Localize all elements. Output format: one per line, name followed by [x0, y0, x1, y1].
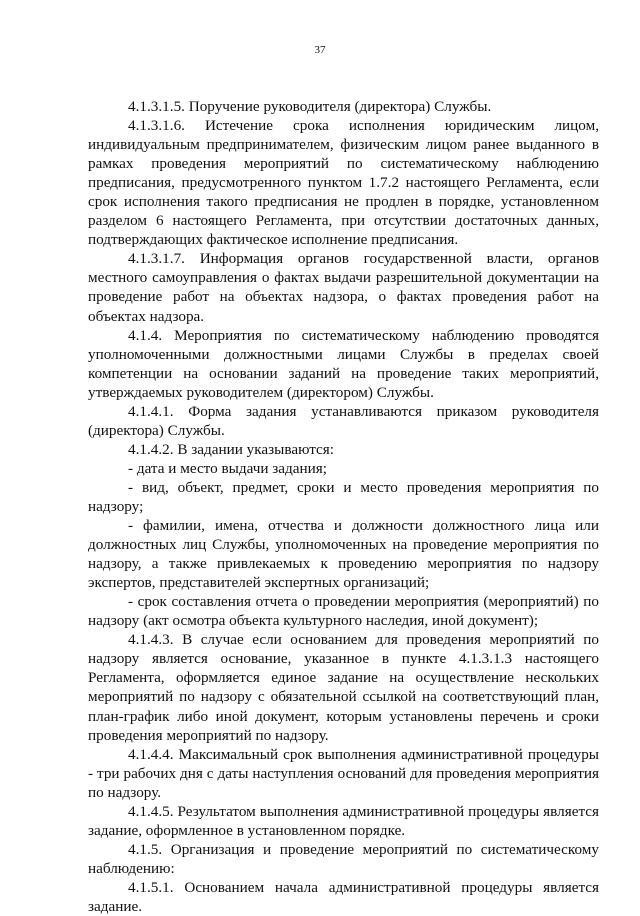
- list-item-officials: - фамилии, имена, отчества и должности должностного лица или должностных лиц Службы, уполномоченных на проведение мероприятия по надзору, а также привлекаемых к проведению мероприятия по надзору экспертов, представителей экспертных организаций;: [88, 517, 599, 592]
- list-item-report-deadline: - срок составления отчета о проведении мероприятия (мероприятий) по надзору (акт осмотра объекта культурного наследия, иной документ);: [88, 593, 599, 630]
- paragraph-4-1-5: 4.1.5. Организация и проведение мероприятий по систематическому наблюдению:: [88, 840, 599, 877]
- paragraph-4-1-4-3: 4.1.4.3. В случае если основанием для проведения мероприятий по надзору является основание, указанное в пункте 4.1.3.1.3 настоящего Регламента, оформляется единое задание на осуществление нескольких мероприятий по надзору с обязательной ссылкой на соответствующий план, план-график либо иной документ, которым установлены перечень и сроки проведения мероприятий по надзору.: [88, 631, 599, 744]
- paragraph-4-1-3-1-6: 4.1.3.1.6. Истечение срока исполнения юридическим лицом, индивидуальным предпринимателем, физическим лицом ранее выданного в рамках проведения мероприятий по систематическому наблюдению предписания, предусмотренного пунктом 1.7.2 настоящего Регламента, если срок исполнения такого предписания не продлен в порядке, установленном разделом 6 настоящего Регламента, при отсутствии достаточных данных, подтверждающих фактическое исполнение предписания.: [88, 117, 599, 249]
- paragraph-4-1-4-4: 4.1.4.4. Максимальный срок выполнения административной процедуры - три рабочих дня с даты наступления оснований для проведения мероприятия по надзору.: [88, 745, 599, 801]
- list-item-type-object: - вид, объект, предмет, сроки и место проведения мероприятия по надзору;: [88, 478, 599, 515]
- list-item-issue-date: - дата и место выдачи задания;: [128, 459, 327, 477]
- paragraph-4-1-3-1-5: 4.1.3.1.5. Поручение руководителя (директора) Службы.: [128, 98, 492, 115]
- paragraph-4-1-4-5: 4.1.4.5. Результатом выполнения административной процедуры является задание, оформленное в установленном порядке.: [88, 802, 599, 839]
- paragraph-4-1-4: 4.1.4. Мероприятия по систематическому наблюдению проводятся уполномоченными должностными лицами Службы в пределах своей компетенции на основании заданий на проведение таких мероприятий, утверждаемых руководителем (директором) Службы.: [88, 326, 599, 401]
- paragraph-4-1-4-2: 4.1.4.2. В задании указываются:: [128, 440, 334, 458]
- paragraph-4-1-5-1: 4.1.5.1. Основанием начала административной процедуры является задание.: [88, 878, 599, 915]
- page-number: 37: [314, 44, 326, 56]
- document-body: [88, 97, 599, 916]
- paragraph-4-1-3-1-7: 4.1.3.1.7. Информация органов государственной власти, органов местного самоуправления о фактах выдачи разрешительной документации на проведение работ на объектах надзора, о фактах проведения работ на объектах надзора.: [88, 250, 599, 325]
- paragraph-4-1-4-1: 4.1.4.1. Форма задания устанавливаются приказом руководителя (директора) Службы.: [88, 402, 599, 439]
